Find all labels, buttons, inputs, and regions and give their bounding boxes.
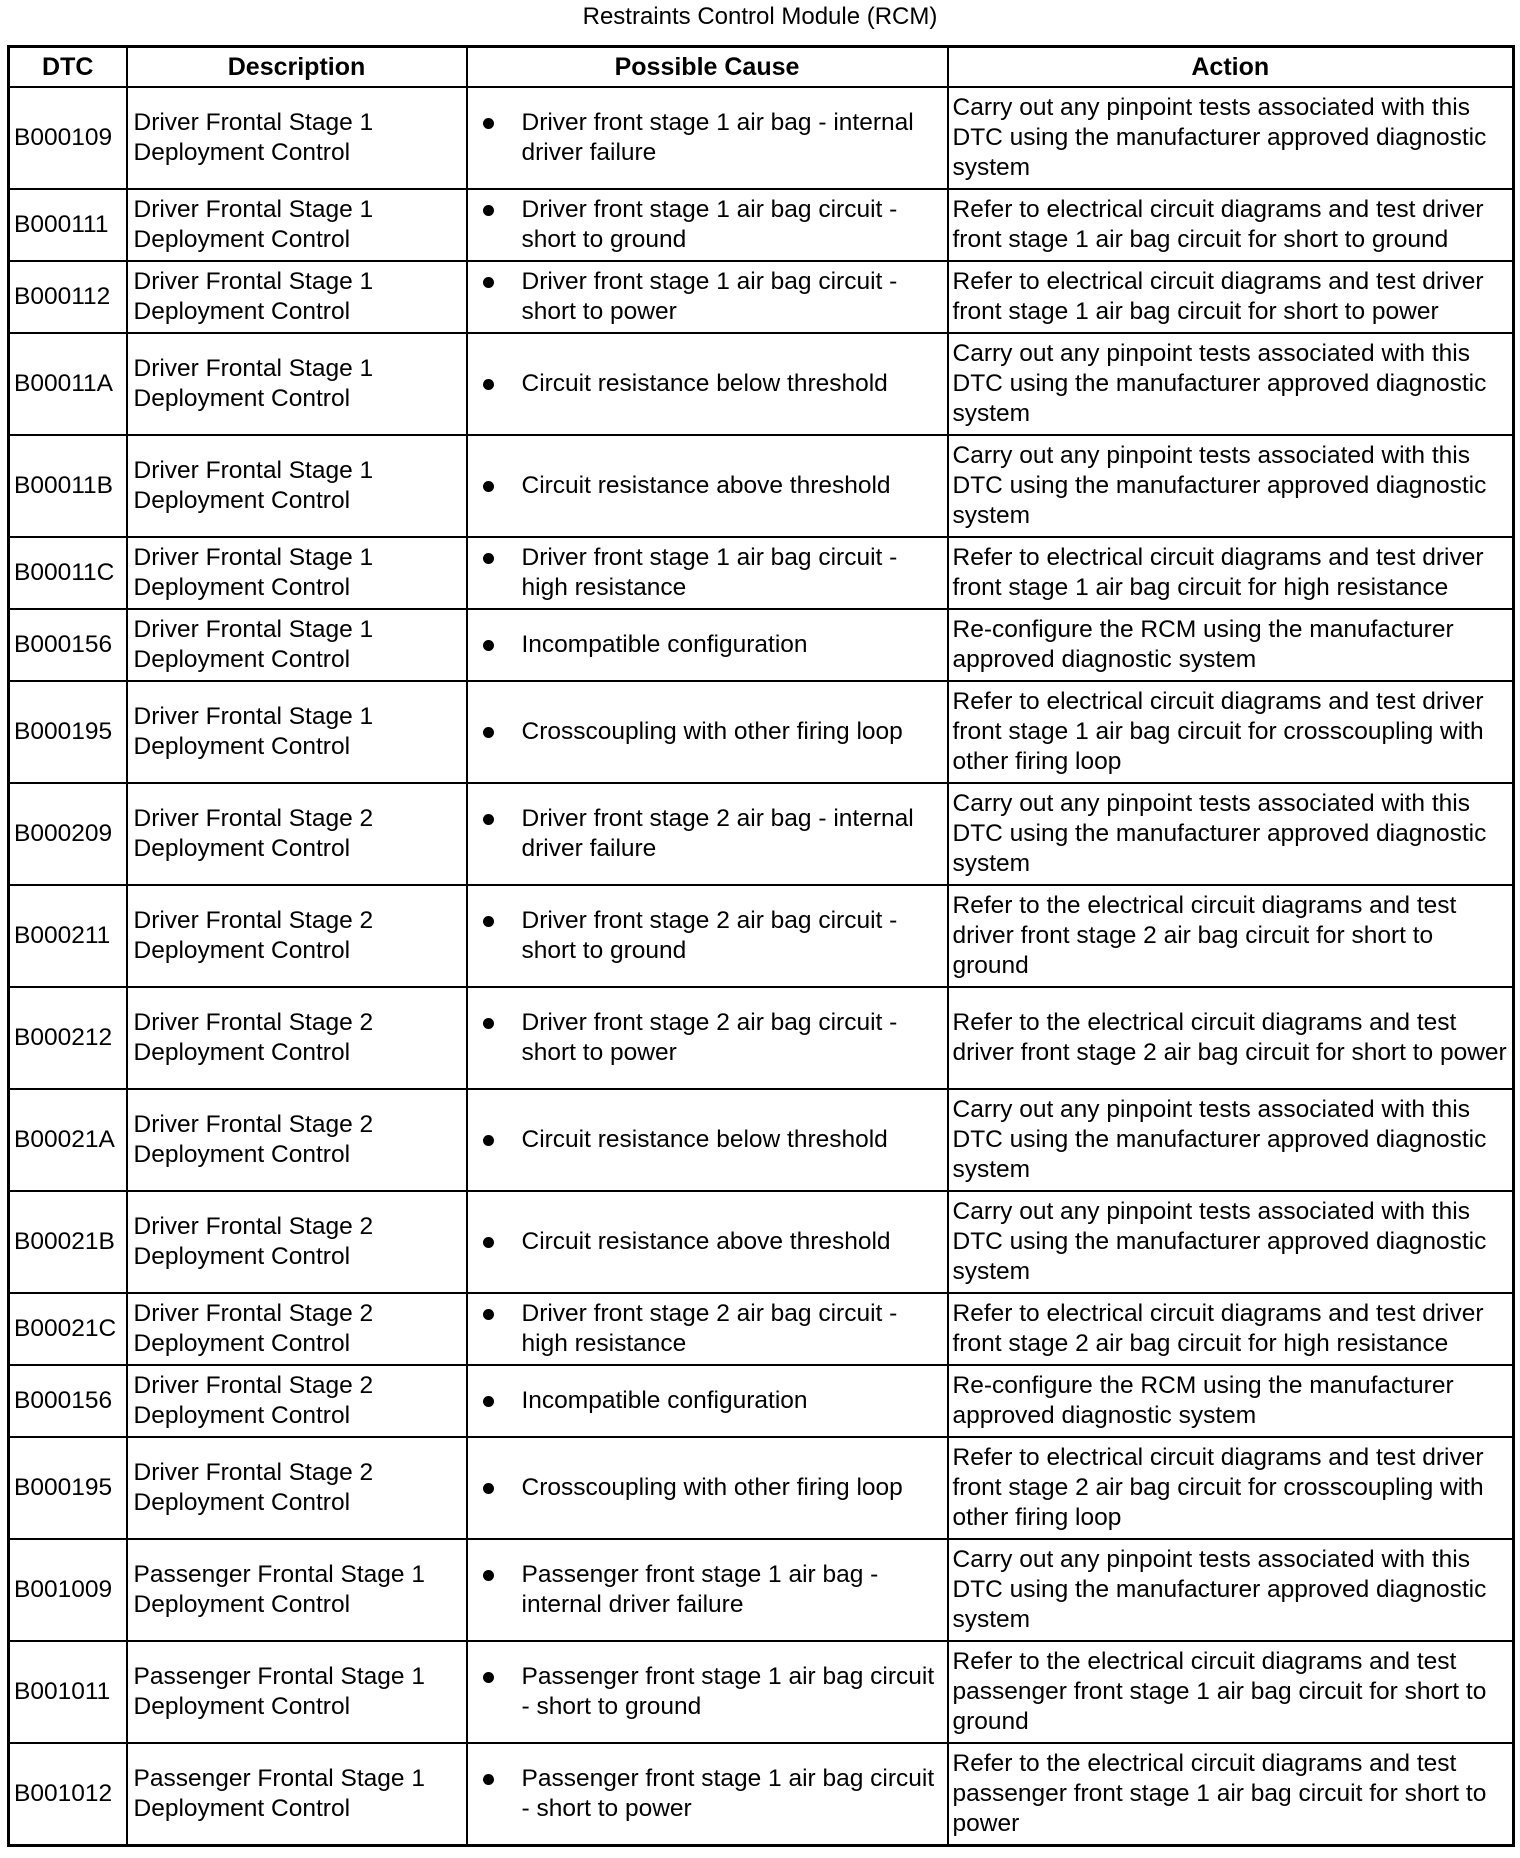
dtc-description: Driver Frontal Stage 1 Deployment Control xyxy=(127,609,467,681)
table-row xyxy=(9,1089,1514,1191)
header-action: Action xyxy=(948,47,1514,88)
dtc-code: B000111 xyxy=(9,189,127,261)
bullet-icon xyxy=(483,267,505,278)
action-text: Carry out any pinpoint tests associated with this DTC using the manufacturer approved diagnostic system xyxy=(948,1089,1514,1191)
possible-cause-text: Incompatible configuration xyxy=(521,631,808,658)
dtc-description: Driver Frontal Stage 2 Deployment Control xyxy=(127,885,467,987)
bullet-icon xyxy=(483,1227,505,1238)
dtc-code: B00011C xyxy=(9,537,127,609)
bullet-icon xyxy=(483,1386,505,1397)
dtc-code: B00021B xyxy=(9,1191,127,1293)
dtc-code: B000109 xyxy=(9,87,127,189)
dtc-description: Passenger Frontal Stage 1 Deployment Control xyxy=(127,1641,467,1743)
table-row xyxy=(9,783,1514,885)
possible-cause-text: Circuit resistance above threshold xyxy=(521,1228,891,1255)
possible-cause-text: Passenger front stage 1 air bag - internal driver failure xyxy=(521,1561,879,1618)
dtc-description: Passenger Frontal Stage 1 Deployment Control xyxy=(127,1539,467,1641)
possible-cause-cell xyxy=(467,1191,948,1293)
dtc-code: B000195 xyxy=(9,1437,127,1539)
dtc-description: Driver Frontal Stage 2 Deployment Control xyxy=(127,1089,467,1191)
possible-cause-text: Incompatible configuration xyxy=(521,1387,808,1414)
possible-cause-cell xyxy=(467,333,948,435)
dtc-description: Passenger Frontal Stage 1 Deployment Control xyxy=(127,1743,467,1845)
dtc-code: B000195 xyxy=(9,681,127,783)
table-row xyxy=(9,87,1514,189)
dtc-table xyxy=(7,45,1515,1847)
bullet-icon xyxy=(483,717,505,728)
dtc-code: B001012 xyxy=(9,1743,127,1845)
possible-cause-cell xyxy=(467,987,948,1089)
dtc-description: Driver Frontal Stage 2 Deployment Control xyxy=(127,1293,467,1365)
possible-cause-cell xyxy=(467,537,948,609)
action-text: Re-configure the RCM using the manufacturer approved diagnostic system xyxy=(948,1365,1514,1437)
table-row xyxy=(9,609,1514,681)
dtc-code: B000209 xyxy=(9,783,127,885)
action-text: Refer to electrical circuit diagrams and test driver front stage 2 air bag circuit for crosscoupling with other firing loop xyxy=(948,1437,1514,1539)
bullet-icon xyxy=(483,1662,505,1673)
bullet-icon xyxy=(483,108,505,119)
action-text: Refer to the electrical circuit diagrams and test passenger front stage 1 air bag circuit for short to ground xyxy=(948,1641,1514,1743)
possible-cause-cell xyxy=(467,1743,948,1845)
possible-cause-cell xyxy=(467,261,948,333)
header-dtc: DTC xyxy=(9,47,127,88)
possible-cause-text: Passenger front stage 1 air bag circuit - short to power xyxy=(521,1764,935,1822)
action-text: Refer to electrical circuit diagrams and test driver front stage 1 air bag circuit for short to ground xyxy=(948,189,1514,261)
table-row xyxy=(9,1191,1514,1293)
bullet-icon xyxy=(483,1125,505,1136)
action-text: Carry out any pinpoint tests associated with this DTC using the manufacturer approved diagnostic system xyxy=(948,1191,1514,1293)
dtc-description: Driver Frontal Stage 2 Deployment Control xyxy=(127,783,467,885)
table-header-row xyxy=(9,47,1514,88)
action-text: Carry out any pinpoint tests associated with this DTC using the manufacturer approved diagnostic system xyxy=(948,783,1514,885)
dtc-code: B00021C xyxy=(9,1293,127,1365)
dtc-description: Driver Frontal Stage 1 Deployment Control xyxy=(127,189,467,261)
possible-cause-text: Circuit resistance below threshold xyxy=(521,370,888,397)
action-text: Carry out any pinpoint tests associated with this DTC using the manufacturer approved diagnostic system xyxy=(948,435,1514,537)
dtc-description: Driver Frontal Stage 1 Deployment Control xyxy=(127,87,467,189)
possible-cause-text: Crosscoupling with other firing loop xyxy=(521,718,903,745)
table-row xyxy=(9,537,1514,609)
page-title: Restraints Control Module (RCM) xyxy=(582,3,938,30)
possible-cause-text: Driver front stage 1 air bag circuit - short to power xyxy=(521,268,898,325)
dtc-code: B000156 xyxy=(9,609,127,681)
table-row xyxy=(9,189,1514,261)
dtc-description: Driver Frontal Stage 1 Deployment Control xyxy=(127,435,467,537)
possible-cause-text: Driver front stage 1 air bag circuit - short to ground xyxy=(521,196,898,253)
possible-cause-text: Driver front stage 2 air bag - internal driver failure xyxy=(521,805,914,862)
bullet-icon xyxy=(483,804,505,815)
table-row xyxy=(9,435,1514,537)
table-row xyxy=(9,987,1514,1089)
dtc-description: Driver Frontal Stage 1 Deployment Control xyxy=(127,537,467,609)
dtc-description: Driver Frontal Stage 2 Deployment Control xyxy=(127,1437,467,1539)
dtc-description: Driver Frontal Stage 1 Deployment Control xyxy=(127,681,467,783)
possible-cause-text: Circuit resistance above threshold xyxy=(521,472,891,499)
dtc-code: B000156 xyxy=(9,1365,127,1437)
dtc-code: B001011 xyxy=(9,1641,127,1743)
possible-cause-text: Passenger front stage 1 air bag circuit - short to ground xyxy=(521,1663,935,1720)
dtc-description: Driver Frontal Stage 2 Deployment Control xyxy=(127,1191,467,1293)
bullet-icon xyxy=(483,630,505,641)
possible-cause-text: Driver front stage 1 air bag - internal driver failure xyxy=(521,109,914,166)
dtc-description: Driver Frontal Stage 2 Deployment Control xyxy=(127,1365,467,1437)
possible-cause-cell xyxy=(467,87,948,189)
possible-cause-text: Crosscoupling with other firing loop xyxy=(521,1474,903,1501)
action-text: Carry out any pinpoint tests associated with this DTC using the manufacturer approved diagnostic system xyxy=(948,333,1514,435)
header-possible-cause: Possible Cause xyxy=(467,47,948,88)
dtc-code: B00021A xyxy=(9,1089,127,1191)
possible-cause-text: Driver front stage 1 air bag circuit - high resistance xyxy=(521,544,898,601)
bullet-icon xyxy=(483,1560,505,1571)
dtc-code: B001009 xyxy=(9,1539,127,1641)
table-row xyxy=(9,1743,1514,1845)
action-text: Re-configure the RCM using the manufacturer approved diagnostic system xyxy=(948,609,1514,681)
dtc-description: Driver Frontal Stage 1 Deployment Control xyxy=(127,261,467,333)
action-text: Refer to the electrical circuit diagrams and test passenger front stage 1 air bag circuit for short to power xyxy=(948,1743,1514,1845)
dtc-code: B00011B xyxy=(9,435,127,537)
action-text: Carry out any pinpoint tests associated with this DTC using the manufacturer approved diagnostic system xyxy=(948,1539,1514,1641)
bullet-icon xyxy=(483,906,505,917)
bullet-icon xyxy=(483,1764,505,1775)
dtc-code: B000211 xyxy=(9,885,127,987)
possible-cause-text: Driver front stage 2 air bag circuit - high resistance xyxy=(521,1300,898,1357)
possible-cause-text: Driver front stage 2 air bag circuit - short to power xyxy=(521,1009,898,1066)
bullet-icon xyxy=(483,1473,505,1484)
possible-cause-text: Circuit resistance below threshold xyxy=(521,1126,888,1153)
bullet-icon xyxy=(483,471,505,482)
action-text: Refer to the electrical circuit diagrams and test driver front stage 2 air bag circuit for short to power xyxy=(948,987,1514,1089)
action-text: Carry out any pinpoint tests associated with this DTC using the manufacturer approved diagnostic system xyxy=(948,87,1514,189)
table-row xyxy=(9,1437,1514,1539)
dtc-description: Driver Frontal Stage 1 Deployment Control xyxy=(127,333,467,435)
header-description: Description xyxy=(127,47,467,88)
dtc-code: B00011A xyxy=(9,333,127,435)
table-row xyxy=(9,1641,1514,1743)
possible-cause-cell xyxy=(467,1437,948,1539)
bullet-icon xyxy=(483,195,505,206)
possible-cause-cell xyxy=(467,1641,948,1743)
possible-cause-cell xyxy=(467,1089,948,1191)
bullet-icon xyxy=(483,369,505,380)
dtc-code: B000112 xyxy=(9,261,127,333)
possible-cause-cell xyxy=(467,189,948,261)
possible-cause-cell xyxy=(467,1293,948,1365)
possible-cause-cell xyxy=(467,681,948,783)
table-row xyxy=(9,1365,1514,1437)
table-row xyxy=(9,261,1514,333)
action-text: Refer to electrical circuit diagrams and test driver front stage 1 air bag circuit for high resistance xyxy=(948,537,1514,609)
table-row xyxy=(9,885,1514,987)
possible-cause-cell xyxy=(467,435,948,537)
action-text: Refer to the electrical circuit diagrams and test driver front stage 2 air bag circuit for short to ground xyxy=(948,885,1514,987)
bullet-icon xyxy=(483,543,505,554)
table-row xyxy=(9,333,1514,435)
action-text: Refer to electrical circuit diagrams and test driver front stage 1 air bag circuit for crosscoupling with other firing loop xyxy=(948,681,1514,783)
dtc-description: Driver Frontal Stage 2 Deployment Control xyxy=(127,987,467,1089)
dtc-code: B000212 xyxy=(9,987,127,1089)
possible-cause-cell xyxy=(467,1365,948,1437)
bullet-icon xyxy=(483,1008,505,1019)
table-row xyxy=(9,681,1514,783)
action-text: Refer to electrical circuit diagrams and test driver front stage 2 air bag circuit for high resistance xyxy=(948,1293,1514,1365)
possible-cause-cell xyxy=(467,1539,948,1641)
table-row xyxy=(9,1539,1514,1641)
possible-cause-cell xyxy=(467,609,948,681)
possible-cause-cell xyxy=(467,783,948,885)
possible-cause-cell xyxy=(467,885,948,987)
action-text: Refer to electrical circuit diagrams and test driver front stage 1 air bag circuit for short to power xyxy=(948,261,1514,333)
possible-cause-text: Driver front stage 2 air bag circuit - short to ground xyxy=(521,907,898,964)
bullet-icon xyxy=(483,1299,505,1310)
table-row xyxy=(9,1293,1514,1365)
